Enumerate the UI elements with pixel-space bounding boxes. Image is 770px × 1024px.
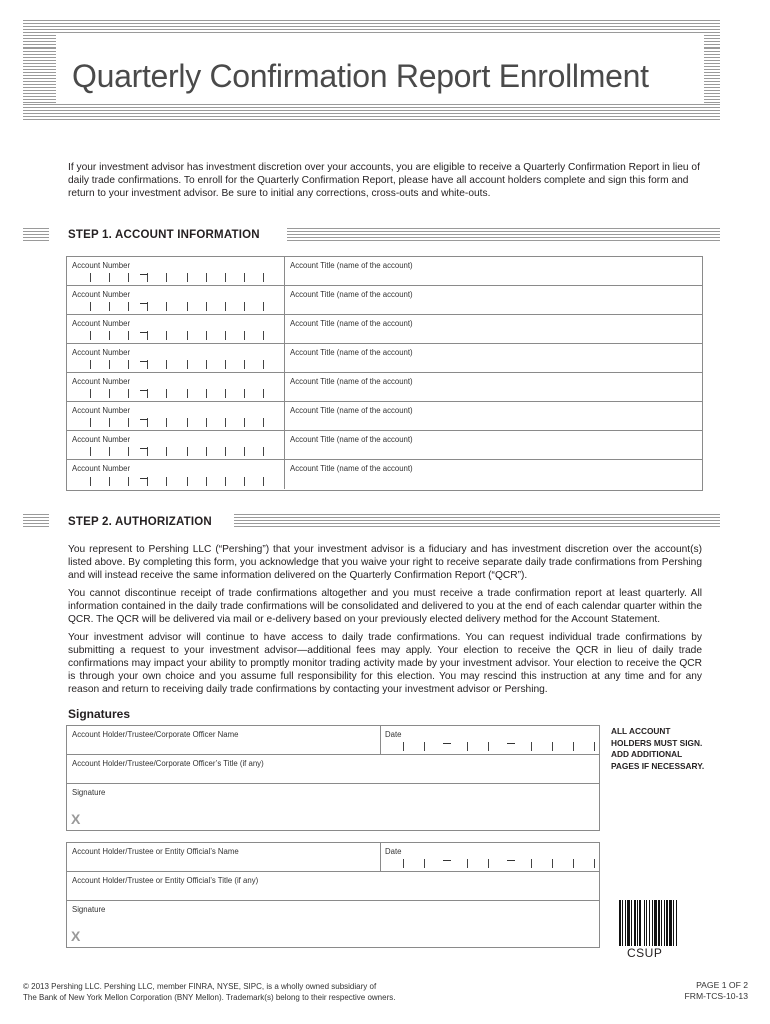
account-number-label: Account Number (72, 435, 131, 444)
account-row (67, 344, 702, 373)
account-number-label: Account Number (72, 377, 131, 386)
authorization-paragraph-2: You cannot discontinue receipt of trade confirmations altogether and you must receive a trade confirmation report at least quarterly. All information contained in the daily trade confirmations will be consolidated and delivered to you at the end of each calendar quarter within the QCR. The QCR will be delivered via mail or e-delivery based on your previously elected delivery method for the Account Statement. (68, 588, 702, 625)
header-band-right (704, 48, 720, 104)
authorization-paragraph-1: You represent to Pershing LLC (“Pershing”) that your investment advisor is a fiduciary and has investment discretion over the account(s) listed above. By completing this form, you acknowledge that you waive your right to receive separate daily trade confirmations from Pershing and will instead receive the same information delivered on the Quarterly Confirmation Report (“QCR”). (68, 544, 702, 581)
digit-separator (263, 331, 264, 340)
digit-separator (166, 477, 167, 486)
step1-heading: STEP 1. ACCOUNT INFORMATION (68, 229, 260, 241)
digit-separator (187, 389, 188, 398)
digit-separator (206, 477, 207, 486)
digit-separator (166, 360, 167, 369)
step2-hatch-left (23, 514, 49, 529)
sig2-signature-row[interactable] (67, 901, 599, 948)
digit-separator (109, 302, 110, 311)
sig2-name-label: Account Holder/Trustee or Entity Official’s Name (72, 847, 239, 856)
digit-separator (90, 273, 91, 282)
digit-separator (128, 447, 129, 456)
account-number-field[interactable] (67, 373, 284, 401)
digit-separator (109, 447, 110, 456)
digit-separator (128, 477, 129, 486)
sig1-name-field[interactable] (67, 726, 380, 754)
sig1-name-label: Account Holder/Trustee/Corporate Officer Name (72, 730, 239, 739)
date-digit-separator (403, 859, 404, 868)
account-number-label: Account Number (72, 348, 131, 357)
header-band-bottom (23, 104, 720, 121)
footer-line-2: The Bank of New York Mellon Corporation (BNY Mellon). Trademark(s) belong to their respective owners. (23, 992, 396, 1002)
signature-block-1 (66, 725, 600, 831)
digit-separator (90, 302, 91, 311)
digit-separator (244, 331, 245, 340)
digit-separator (244, 360, 245, 369)
barcode-bar (634, 900, 636, 946)
barcode-bar (652, 900, 653, 946)
digit-separator (244, 302, 245, 311)
digit-separator (225, 389, 226, 398)
digit-separator (206, 302, 207, 311)
date-dash (507, 860, 515, 861)
barcode-bar (673, 900, 674, 946)
sig1-date-label: Date (385, 730, 402, 739)
sig1-name-row (67, 726, 599, 755)
barcode-label: CSUP (627, 946, 663, 960)
date-digit-separator (594, 859, 595, 868)
digit-separator (206, 447, 207, 456)
date-digit-separator (467, 742, 468, 751)
account-title-label: Account Title (name of the account) (290, 290, 413, 299)
barcode-bar (627, 900, 630, 946)
step1-hatch-left (23, 228, 49, 243)
account-number-field[interactable] (67, 460, 284, 489)
barcode-bar (666, 900, 668, 946)
digit-separator (225, 418, 226, 427)
step2-heading: STEP 2. AUTHORIZATION (68, 516, 212, 528)
account-row (67, 460, 702, 489)
date-dash (443, 860, 451, 861)
sig1-signature-label: Signature (72, 788, 106, 797)
account-number-dash (140, 303, 148, 304)
barcode-bar (649, 900, 650, 946)
digit-separator (263, 477, 264, 486)
account-number-dash (140, 448, 148, 449)
date-digit-separator (488, 742, 489, 751)
account-number-dash (140, 274, 148, 275)
digit-separator (225, 331, 226, 340)
digit-separator (128, 331, 129, 340)
barcode-bar (619, 900, 621, 946)
signature-block-2 (66, 842, 600, 948)
sig1-date-field[interactable] (381, 726, 599, 754)
digit-separator (109, 273, 110, 282)
digit-separator (109, 389, 110, 398)
barcode-bar (637, 900, 638, 946)
date-digit-separator (594, 742, 595, 751)
step2-hatch-right (234, 514, 720, 529)
barcode-bar (646, 900, 647, 946)
digit-separator (187, 447, 188, 456)
digit-separator (90, 331, 91, 340)
digit-separator (128, 273, 129, 282)
sig1-x-mark: X (71, 811, 81, 827)
digit-separator (206, 418, 207, 427)
account-number-label: Account Number (72, 406, 131, 415)
account-title-label: Account Title (name of the account) (290, 464, 413, 473)
digit-separator (263, 418, 264, 427)
digit-separator (187, 331, 188, 340)
digit-separator (187, 360, 188, 369)
page-title: Quarterly Confirmation Report Enrollment (72, 58, 649, 94)
account-number-field[interactable] (67, 431, 284, 459)
footer-page-info (684, 980, 748, 1002)
digit-separator (166, 418, 167, 427)
date-digit-separator (552, 859, 553, 868)
date-digit-separator (467, 859, 468, 868)
date-digit-separator (531, 742, 532, 751)
digit-separator (244, 447, 245, 456)
digit-separator (166, 331, 167, 340)
date-digit-separator (488, 859, 489, 868)
digit-separator (263, 273, 264, 282)
note-line-3: ADD ADDITIONAL (611, 749, 683, 759)
account-row (67, 257, 702, 286)
date-dash (443, 743, 451, 744)
barcode-bar (669, 900, 672, 946)
digit-separator (128, 389, 129, 398)
digit-separator (225, 273, 226, 282)
date-dash (507, 743, 515, 744)
digit-separator (206, 360, 207, 369)
date-digit-separator (424, 742, 425, 751)
signing-note (611, 726, 704, 772)
digit-separator (225, 302, 226, 311)
account-info-table (66, 256, 703, 491)
date-digit-separator (552, 742, 553, 751)
signatures-heading: Signatures (68, 707, 131, 721)
date-digit-separator (573, 742, 574, 751)
sig2-name-field[interactable] (67, 843, 380, 871)
barcode-bar (639, 900, 641, 946)
digit-separator (225, 477, 226, 486)
account-title-field[interactable] (285, 373, 702, 401)
digit-separator (206, 331, 207, 340)
account-title-field[interactable] (285, 286, 702, 314)
note-line-1: ALL ACCOUNT (611, 726, 671, 736)
digit-separator (187, 302, 188, 311)
account-row (67, 402, 702, 431)
digit-separator (90, 447, 91, 456)
note-line-4: PAGES IF NECESSARY. (611, 760, 705, 771)
barcode-bar (644, 900, 645, 946)
digit-separator (263, 302, 264, 311)
intro-paragraph: If your investment advisor has investment discretion over your accounts, you are eligible to receive a Quarterly Confirmation Report in lieu of daily trade confirmations. To enroll for the Quarterly Confirmation Report, please have all account holders complete and sign this form and return to your investment advisor. Be sure to initial any corrections, cross-outs and white-outs. (68, 162, 700, 199)
account-row (67, 315, 702, 344)
digit-separator (225, 447, 226, 456)
digit-separator (109, 360, 110, 369)
barcode-bar (661, 900, 662, 946)
account-title-label: Account Title (name of the account) (290, 348, 413, 357)
account-number-dash (140, 419, 148, 420)
account-title-field[interactable] (285, 402, 702, 430)
date-digit-separator (424, 859, 425, 868)
barcode-bar (676, 900, 677, 946)
sig2-date-field[interactable] (381, 843, 599, 871)
account-title-label: Account Title (name of the account) (290, 319, 413, 328)
account-number-label: Account Number (72, 261, 131, 270)
digit-separator (128, 418, 129, 427)
account-title-label: Account Title (name of the account) (290, 261, 413, 270)
account-number-dash (140, 478, 148, 479)
digit-separator (187, 477, 188, 486)
account-title-label: Account Title (name of the account) (290, 435, 413, 444)
account-number-field[interactable] (67, 257, 284, 285)
barcode-bar (631, 900, 632, 946)
barcode-bar (654, 900, 657, 946)
digit-separator (90, 418, 91, 427)
sig2-name-row (67, 843, 599, 872)
date-digit-separator (573, 859, 574, 868)
sig1-signature-row[interactable] (67, 784, 599, 831)
barcode-bar (625, 900, 626, 946)
footer-copyright (23, 982, 395, 1003)
sig2-date-label: Date (385, 847, 402, 856)
digit-separator (90, 477, 91, 486)
account-number-field[interactable] (67, 402, 284, 430)
account-title-field[interactable] (285, 257, 702, 285)
digit-separator (244, 389, 245, 398)
sig2-title-row[interactable] (67, 872, 599, 901)
account-title-label: Account Title (name of the account) (290, 377, 413, 386)
barcode-bar (658, 900, 660, 946)
digit-separator (206, 389, 207, 398)
note-line-2: HOLDERS MUST SIGN. (611, 737, 703, 748)
date-digit-separator (531, 859, 532, 868)
digit-separator (109, 331, 110, 340)
sig1-title-label: Account Holder/Trustee/Corporate Officer’s Title (if any) (72, 759, 264, 768)
digit-separator (90, 360, 91, 369)
account-number-label: Account Number (72, 290, 131, 299)
digit-separator (244, 477, 245, 486)
digit-separator (166, 389, 167, 398)
authorization-paragraph-3: Your investment advisor will continue to have access to daily trade confirmations. You can request individual trade confirmations by submitting a request to your investment advisor—additional fees may apply. Your election to receive the QCR in lieu of daily trade confirmations may impact your ability to promptly monitor trading activity made by your investment advisor. Your election to receive the QCR is through your own choice and you assume full responsibility for this election. You may rescind this instruction at any time and for any reason and return to receiving daily trade confirmations by contacting your investment advisor or Pershing. (68, 632, 702, 695)
account-number-dash (140, 390, 148, 391)
digit-separator (206, 273, 207, 282)
sig1-title-row[interactable] (67, 755, 599, 784)
digit-separator (166, 302, 167, 311)
digit-separator (263, 447, 264, 456)
account-row (67, 286, 702, 315)
account-number-label: Account Number (72, 319, 131, 328)
account-title-field[interactable] (285, 460, 702, 489)
barcode-bar (664, 900, 665, 946)
sig2-x-mark: X (71, 928, 81, 944)
account-number-dash (140, 332, 148, 333)
account-number-field[interactable] (67, 315, 284, 343)
form-code: FRM-TCS-10-13 (684, 991, 748, 1001)
account-number-field[interactable] (67, 286, 284, 314)
step1-hatch-right (287, 228, 720, 243)
footer-line-1: © 2013 Pershing LLC. Pershing LLC, member FINRA, NYSE, SIPC, is a wholly owned subsidiary of (23, 982, 377, 991)
header-band-left (23, 48, 56, 104)
barcode (619, 900, 683, 949)
digit-separator (128, 360, 129, 369)
barcode-bar (622, 900, 623, 946)
account-title-field[interactable] (285, 315, 702, 343)
account-number-field[interactable] (67, 344, 284, 372)
digit-separator (90, 389, 91, 398)
account-row (67, 431, 702, 460)
page-number: PAGE 1 OF 2 (696, 980, 748, 990)
digit-separator (109, 418, 110, 427)
account-title-label: Account Title (name of the account) (290, 406, 413, 415)
digit-separator (166, 447, 167, 456)
account-title-field[interactable] (285, 344, 702, 372)
digit-separator (263, 360, 264, 369)
digit-separator (128, 302, 129, 311)
account-row (67, 373, 702, 402)
digit-separator (263, 389, 264, 398)
sig2-signature-label: Signature (72, 905, 106, 914)
digit-separator (244, 418, 245, 427)
account-title-field[interactable] (285, 431, 702, 459)
sig2-title-label: Account Holder/Trustee or Entity Official’s Title (if any) (72, 876, 259, 885)
digit-separator (166, 273, 167, 282)
digit-separator (187, 418, 188, 427)
digit-separator (109, 477, 110, 486)
account-number-dash (140, 361, 148, 362)
digit-separator (225, 360, 226, 369)
date-digit-separator (403, 742, 404, 751)
digit-separator (187, 273, 188, 282)
digit-separator (244, 273, 245, 282)
account-number-label: Account Number (72, 464, 131, 473)
